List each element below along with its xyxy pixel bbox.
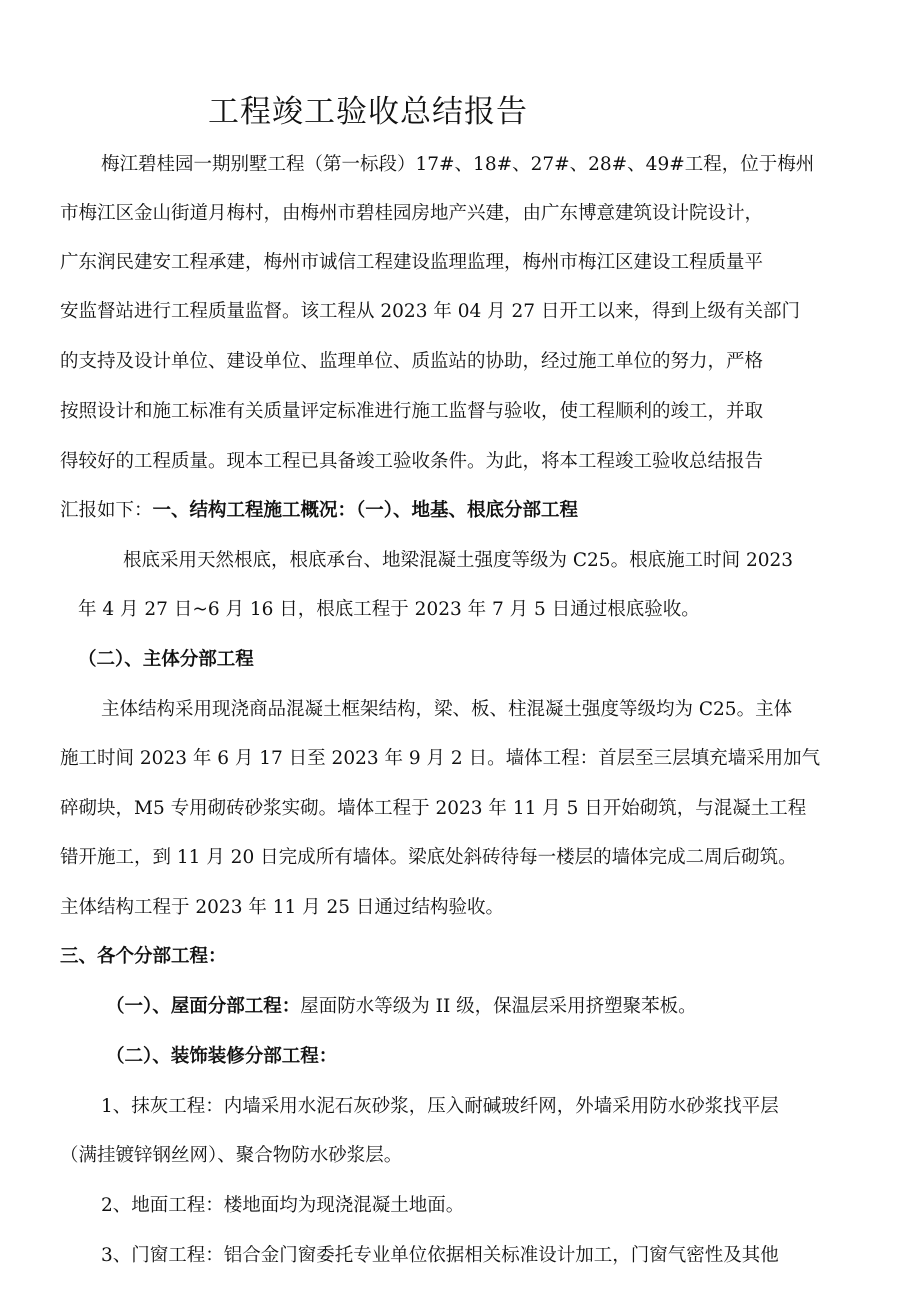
paragraph-line: 主体结构工程于 2023 年 11 月 25 日通过结构验收。: [60, 897, 504, 918]
paragraph-line: 2、地面工程：楼地面均为现浇混凝土地面。: [101, 1195, 465, 1216]
paragraph-line-with-heading: [60, 498, 578, 524]
paragraph-line: 广东润民建安工程承建，梅州市诚信工程建设监理监理，梅州市梅江区建设工程质量平: [60, 252, 764, 273]
paragraph-line: 3、门窗工程：铝合金门窗委托专业单位依据相关标准设计加工，门窗气密性及其他: [101, 1245, 779, 1266]
document-title: 工程竣工验收总结报告: [208, 94, 528, 130]
paragraph-line: 1、抹灰工程：内墙采用水泥石灰砂浆，压入耐碱玻纤网，外墙采用防水砂浆找平层: [101, 1096, 779, 1117]
subsection-heading: （一）、屋面分部工程：: [106, 996, 301, 1017]
paragraph-text: 汇报如下：: [60, 500, 153, 521]
paragraph-line: 市梅江区金山街道月梅村，由梅州市碧桂园房地产兴建，由广东博意建筑设计院设计，: [60, 203, 764, 224]
paragraph-line-with-heading: [106, 994, 697, 1020]
paragraph-line: 碎砌块，M5 专用砌砖砂浆实砌。墙体工程于 2023 年 11 月 5 日开始砌筑，与混凝土工程: [60, 798, 807, 819]
paragraph-line: 按照设计和施工标准有关质量评定标准进行施工监督与验收，使工程顺利的竣工，并取: [60, 401, 764, 422]
section-heading: （二）、主体分部工程: [78, 649, 254, 670]
paragraph-line: （满挂镀锌钢丝网）、聚合物防水砂浆层。: [60, 1145, 403, 1166]
section-heading: 三、各个分部工程：: [60, 946, 227, 967]
paragraph-line: 的支持及设计单位、建设单位、监理单位、质监站的协助，经过施工单位的努力，严格: [60, 351, 764, 372]
paragraph-line: 错开施工，到 11 月 20 日完成所有墙体。梁底处斜砖待每一楼层的墙体完成二周后砌筑。: [60, 847, 797, 868]
paragraph-line: 年 4 月 27 日~6 月 16 日，根底工程于 2023 年 7 月 5 日通过根底验收。: [78, 599, 700, 620]
subsection-heading: （二）、装饰装修分部工程：: [106, 1046, 338, 1067]
paragraph-line: 主体结构采用现浇商品混凝土框架结构，梁、板、柱混凝土强度等级均为 C25。主体: [101, 699, 793, 720]
paragraph-line: 施工时间 2023 年 6 月 17 日至 2023 年 9 月 2 日。墙体工程：首层至三层填充墙采用加气: [60, 748, 821, 769]
section-heading: 一、结构工程施工概况：（一）、地基、根底分部工程: [152, 500, 579, 521]
paragraph-line: 得较好的工程质量。现本工程已具备竣工验收条件。为此，将本工程竣工验收总结报告: [60, 451, 764, 472]
paragraph-line: 根底采用天然根底，根底承台、地梁混凝土强度等级为 C25。根底施工时间 2023: [123, 550, 794, 571]
paragraph-text: 屋面防水等级为 II 级，保温层采用挤塑聚苯板。: [300, 996, 697, 1017]
paragraph-line: 安监督站进行工程质量监督。该工程从 2023 年 04 月 27 日开工以来，得到上级有关部门: [60, 301, 800, 322]
paragraph-line: 梅江碧桂园一期别墅工程（第一标段）17#、18#、27#、28#、49#工程，位于梅州: [101, 154, 815, 175]
